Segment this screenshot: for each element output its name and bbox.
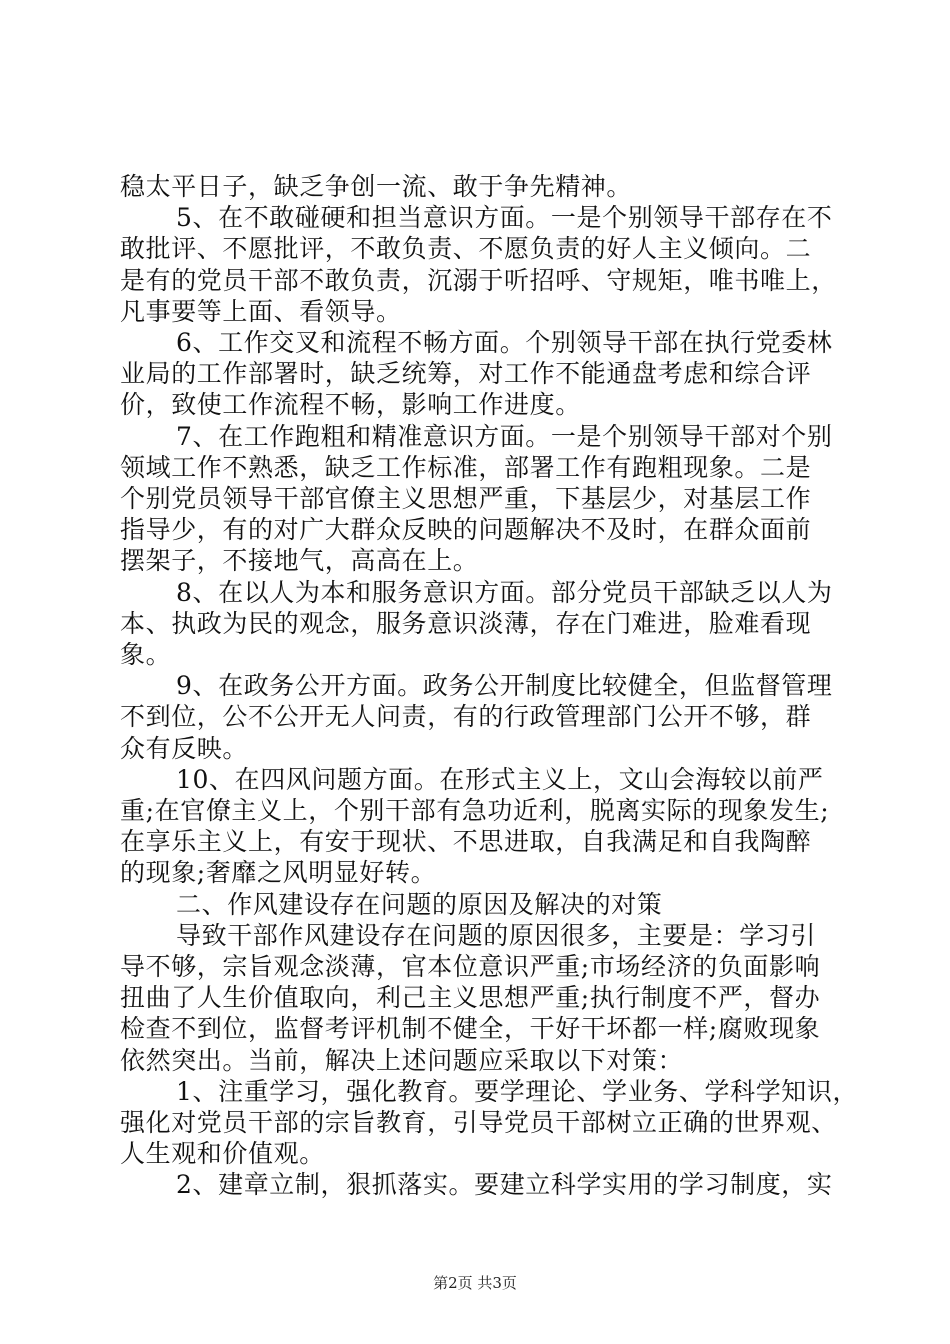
text-line: 扭曲了人生价值取向，利己主义思想严重;执行制度不严，督办 xyxy=(120,983,821,1013)
text-line: 2、建章立制，狠抓落实。要建立科学实用的学习制度，实 xyxy=(176,1170,833,1200)
text-line: 1、注重学习，强化教育。要学理论、学业务、学科学知识， xyxy=(176,1076,859,1106)
text-line: 象。 xyxy=(120,640,172,669)
text-line: 指导少，有的对广大群众反映的问题解决不及时，在群众面前 xyxy=(120,515,812,545)
text-line: 凡事要等上面、看领导。 xyxy=(120,296,402,326)
text-line: 10、在四风问题方面。在形式主义上，文山会海较以前严 xyxy=(176,764,824,794)
text-line: 不到位，公不公开无人问责，有的行政管理部门公开不够，群 xyxy=(120,702,812,732)
text-line: 依然突出。当前，解决上述问题应采取以下对策： xyxy=(120,1045,684,1075)
text-line: 导致干部作风建设存在问题的原因很多，主要是：学习引 xyxy=(176,920,817,950)
text-line: 强化对党员干部的宗旨教育，引导党员干部树立正确的世界观、 xyxy=(120,1108,837,1137)
page-footer: 第2页 共3页 xyxy=(433,1274,517,1292)
text-line: 本、执政为民的观念，服务意识淡薄，存在门难进，脸难看现 xyxy=(120,608,812,638)
text-line: 8、在以人为本和服务意识方面。部分党员干部缺乏以人为 xyxy=(176,577,833,607)
text-line: 在享乐主义上，有安于现状、不思进取，自我满足和自我陶醉 xyxy=(120,827,812,857)
text-line: 众有反映。 xyxy=(120,733,249,763)
text-line: 人生观和价值观。 xyxy=(120,1139,325,1169)
text-line: 导不够，宗旨观念淡薄，官本位意识严重;市场经济的负面影响 xyxy=(120,952,821,981)
text-line: 敢批评、不愿批评，不敢负责、不愿负责的好人主义倾向。二 xyxy=(120,234,812,264)
text-line: 重;在官僚主义上，个别干部有急功近利，脱离实际的现象发生; xyxy=(120,796,830,825)
text-line: 业局的工作部署时，缺乏统筹，对工作不能通盘考虑和综合评 xyxy=(120,359,812,389)
text-line: 6、工作交叉和流程不畅方面。个别领导干部在执行党委林 xyxy=(176,328,833,357)
text-line: 领域工作不熟悉，缺乏工作标准，部署工作有跑粗现象。二是 xyxy=(120,452,812,482)
text-line: 的现象;奢靡之风明显好转。 xyxy=(120,858,437,888)
text-line: 二、作风建设存在问题的原因及解决的对策 xyxy=(176,889,663,919)
text-line: 价，致使工作流程不畅，影响工作进度。 xyxy=(120,390,581,420)
text-line: 5、在不敢碰硬和担当意识方面。一是个别领导干部存在不 xyxy=(176,203,833,233)
text-line: 7、在工作跑粗和精准意识方面。一是个别领导干部对个别 xyxy=(176,421,833,451)
text-line: 9、在政务公开方面。政务公开制度比较健全，但监督管理 xyxy=(176,671,833,701)
text-line: 稳太平日子，缺乏争创一流、敢于争先精神。 xyxy=(120,172,633,201)
text-line: 检查不到位，监督考评机制不健全，干好干坏都一样;腐败现象 xyxy=(120,1014,821,1044)
text-line: 个别党员领导干部官僚主义思想严重，下基层少，对基层工作 xyxy=(120,484,812,513)
text-line: 是有的党员干部不敢负责，沉溺于听招呼、守规矩，唯书唯上， xyxy=(120,265,837,295)
text-line: 摆架子，不接地气，高高在上。 xyxy=(120,546,479,576)
